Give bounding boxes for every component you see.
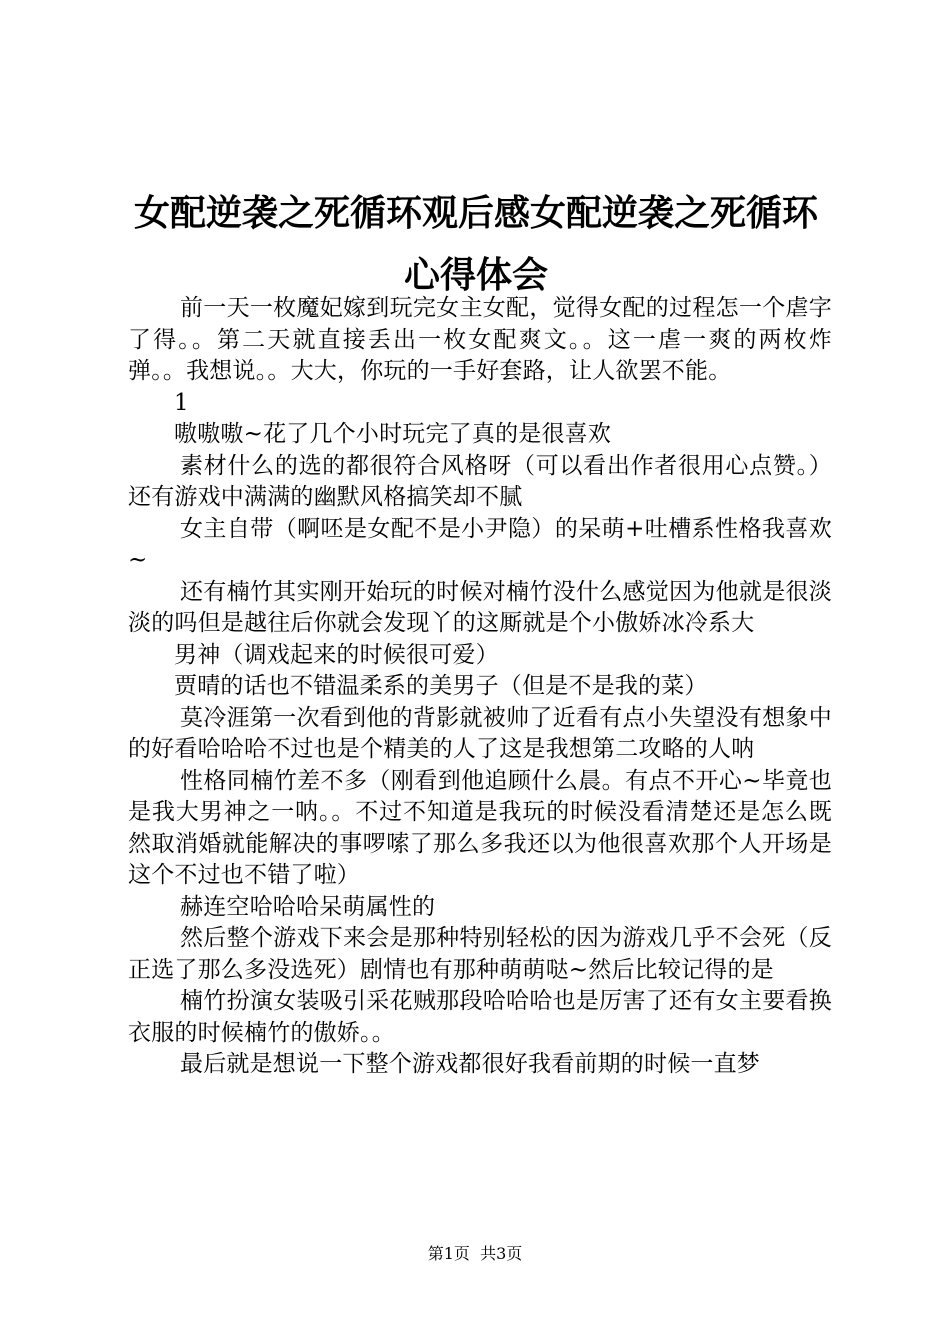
paragraph: 然后整个游戏下来会是那种特别轻松的因为游戏几乎不会死（反正选了那么多没选死）剧情也有那种萌萌哒~然后比较记得的是 xyxy=(128,925,832,983)
paragraph: 还有楠竹其实刚开始玩的时候对楠竹没什么感觉因为他就是很淡淡的吗但是越往后你就会发现丫的这厮就是个小傲娇冰冷系大 xyxy=(128,578,832,636)
paragraph: 莫冷涯第一次看到他的背影就被帅了近看有点小失望没有想象中的好看哈哈哈不过也是个精美的人了这是我想第二攻略的人呐 xyxy=(128,704,832,762)
paragraph: 最后就是想说一下整个游戏都很好我看前期的时候一直梦 xyxy=(180,1051,760,1077)
paragraph: 1 xyxy=(174,389,189,416)
page-number-label: 第1页 共3页 xyxy=(427,1244,523,1263)
paragraph: 男神（调戏起来的时候很可爱） xyxy=(174,641,499,668)
paragraph: 嗷嗷嗷~花了几个小时玩完了真的是很喜欢 xyxy=(174,421,612,447)
paragraph: 赫连空哈哈哈呆萌属性的 xyxy=(180,893,436,920)
document-title: 女配逆袭之死循环观后感女配逆袭之死循环心得体会 xyxy=(133,192,818,296)
paragraph: 贾晴的话也不错温柔系的美男子（但是不是我的菜） xyxy=(174,673,708,699)
document-body xyxy=(128,293,832,1081)
paragraph: 性格同楠竹差不多（刚看到他追顾什么晨。有点不开心~毕竟也是我大男神之一呐。。不过不知道是我玩的时候没看清楚还是怎么既然取消婚就能解决的事啰嗦了那么多我还以为他很喜欢那个人开场是这个不过也不错了啦） xyxy=(128,767,832,888)
paragraph: 女主自带（啊呸是女配不是小尹隐）的呆萌+吐槽系性格我喜欢~ xyxy=(128,515,832,573)
paragraph: 楠竹扮演女装吸引采花贼那段哈哈哈也是厉害了还有女主要看换衣服的时候楠竹的傲娇。。 xyxy=(128,988,832,1046)
page-footer xyxy=(0,1243,950,1265)
paragraph: 前一天一枚魔妃嫁到玩完女主女配，觉得女配的过程怎一个虐字了得。。第二天就直接丢出一枚女配爽文。。这一虐一爽的两枚炸弹。。我想说。。大大，你玩的一手好套路，让人欲罢不能。 xyxy=(128,295,832,384)
paragraph: 素材什么的选的都很符合风格呀（可以看出作者很用心点赞。）还有游戏中满满的幽默风格搞笑却不腻 xyxy=(128,452,832,510)
